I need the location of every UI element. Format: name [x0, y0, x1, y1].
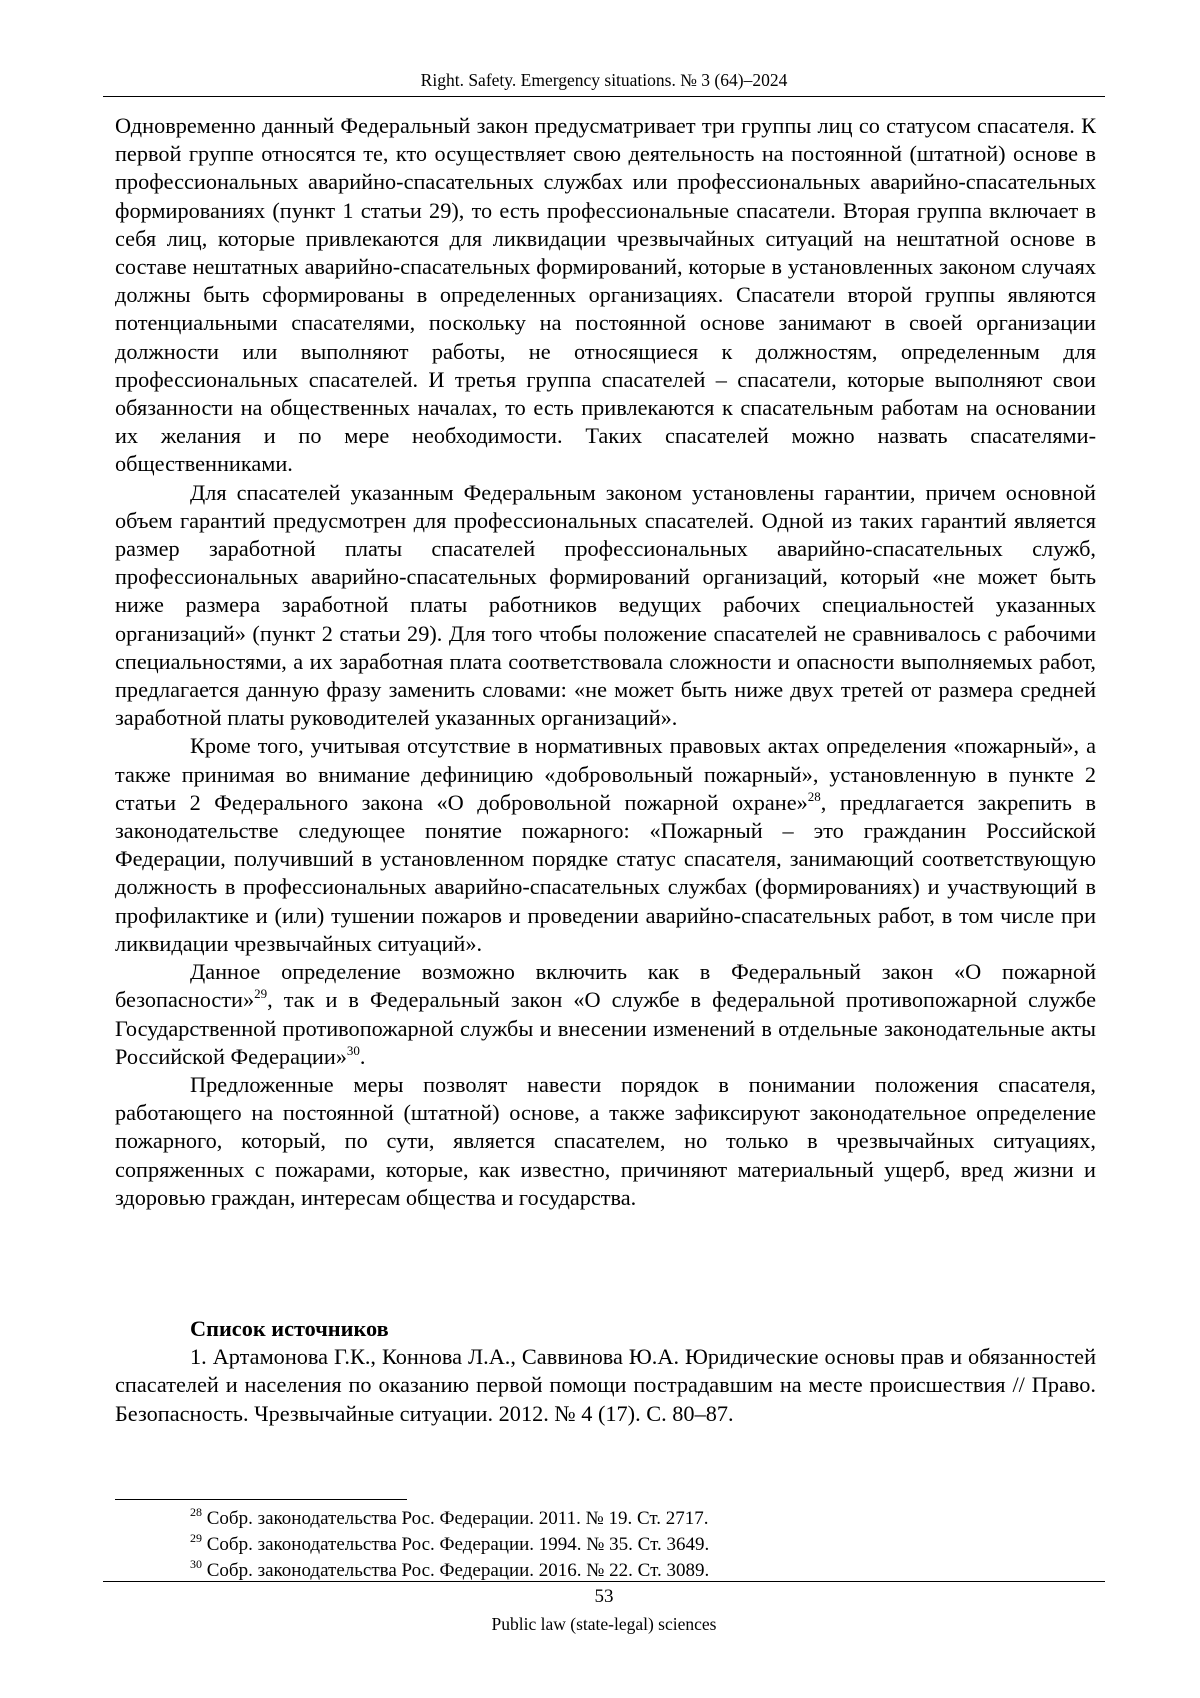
- reference-item-1: 1. Артамонова Г.К., Коннова Л.А., Саввинова Ю.А. Юридические основы прав и обязанностей спасателей и населения по оказанию первой помощи пострадавшим на месте происшествия // Право. Безопасность. Чрезвычайные ситуации. 2012. № 4 (17). С. 80–87.: [115, 1344, 1096, 1426]
- footnote-divider: [115, 1499, 407, 1500]
- paragraph-3-text-a: Кроме того, учитывая отсутствие в нормативных правовых актах определения «пожарный», а также принимая во внимание дефиницию «добровольный пожарный», установленную в пункте 2 статьи 2 Федерального закона «О добровольной пожарной охране»: [115, 733, 1096, 815]
- footnote-number: 28: [190, 1505, 202, 1519]
- paragraph-4-text-b: , так и в Федеральный закон «О службе в федеральной противопожарной службе Государственной противопожарной службы и внесении изменений в отдельные законодательные акты Российской Федерации»: [115, 987, 1096, 1069]
- references-section: [115, 1315, 1096, 1428]
- footnote-ref-30[interactable]: 30: [346, 1042, 360, 1058]
- footnote-ref-28[interactable]: 28: [807, 788, 821, 804]
- footnote-text: Собр. законодательства Рос. Федерации. 1994. № 35. Ст. 3649.: [202, 1534, 710, 1555]
- footer-divider: [103, 1581, 1105, 1582]
- references-heading: Список источников: [190, 1316, 389, 1341]
- paragraph-4: [115, 958, 1096, 1071]
- footnote-28: [190, 1506, 709, 1532]
- paragraph-1: Одновременно данный Федеральный закон предусматривает три группы лиц со статусом спасателя. К первой группе относятся те, кто осуществляет свою деятельность на постоянной (штатной) основе в профессиональных аварийно-спасательных службах или профессиональных аварийно-спасательных формированиях (пункт 1 статьи 29), то есть профессиональные спасатели. Вторая группа включает в себя лиц, которые привлекаются для ликвидации чрезвычайных ситуаций на нештатной основе в составе нештатных аварийно-спасательных формирований, которые в установленных законом случаях должны быть сформированы в определенных организациях. Спасатели второй группы являются потенциальными спасателями, поскольку на постоянной основе занимают в своей организации должности или выполняют работы, не относящиеся к должностям, определенным для профессиональных спасателей. И третья группа спасателей – спасатели, которые выполняют свои обязанности на общественных началах, то есть привлекаются к спасательным работам на основании их желания и по мере необходимости. Таких спасателей можно назвать спасателями-общественниками.: [115, 113, 1096, 477]
- page-number: 53: [594, 1586, 614, 1607]
- footnote-ref-29[interactable]: 29: [254, 986, 268, 1002]
- paragraph-4-text-c: .: [359, 1043, 366, 1069]
- footnote-text: Собр. законодательства Рос. Федерации. 2011. № 19. Ст. 2717.: [202, 1508, 709, 1529]
- footer-journal-section: Public law (state-legal) sciences: [491, 1614, 717, 1634]
- paragraph-5: Предложенные меры позволят навести порядок в понимании положения спасателя, работающего на постоянной (штатной) основе, а также зафиксируют законодательное определение пожарного, который, по сути, является спасателем, но только в чрезвычайных ситуациях, сопряженных с пожарами, которые, как известно, причиняют материальный ущерб, вред жизни и здоровью граждан, интересам общества и государства.: [115, 1071, 1096, 1210]
- paragraph-2: Для спасателей указанным Федеральным законом установлены гарантии, причем основной объем гарантий предусмотрен для профессиональных спасателей. Одной из таких гарантий является размер заработной платы спасателей профессиональных аварийно-спасательных служб, профессиональных аварийно-спасательных формирований организаций, который «не может быть ниже размера заработной платы работников ведущих рабочих специальностей указанных организаций» (пункт 2 статьи 29). Для того чтобы положение спасателей не сравнивалось с рабочими специальностями, а их заработная плата соответствовала сложности и опасности выполняемых работ, предлагается данную фразу заменить словами: «не может быть ниже двух третей от размера средней заработной платы руководителей указанных организаций».: [115, 479, 1096, 731]
- running-header: Right. Safety. Emergency situations. № 3 (64)–2024: [420, 70, 788, 90]
- paragraph-3-text-b: , предлагается закрепить в законодательстве следующее понятие пожарного: «Пожарный – это гражданин Российской Федерации, получивший в установленном порядке статус спасателя, занимающий соответствующую должность в профессиональных аварийно-спасательных службах (формированиях) и участвующий в профилактике и (или) тушении пожаров и проведении аварийно-спасательных работ, в том числе при ликвидации чрезвычайных ситуаций».: [115, 789, 1096, 956]
- paragraph-3: [115, 732, 1096, 958]
- footnote-text: Собр. законодательства Рос. Федерации. 2016. № 22. Ст. 3089.: [202, 1560, 710, 1581]
- article-body: [115, 112, 1096, 1212]
- paragraph-4-text-a: Данное определение возможно включить как в Федеральный закон «О пожарной безопасности»: [115, 959, 1096, 1013]
- header-divider: [103, 96, 1105, 97]
- footnote-number: 30: [190, 1557, 202, 1571]
- footnote-number: 29: [190, 1531, 202, 1545]
- footnote-29: [190, 1532, 709, 1558]
- footnotes: [190, 1506, 709, 1584]
